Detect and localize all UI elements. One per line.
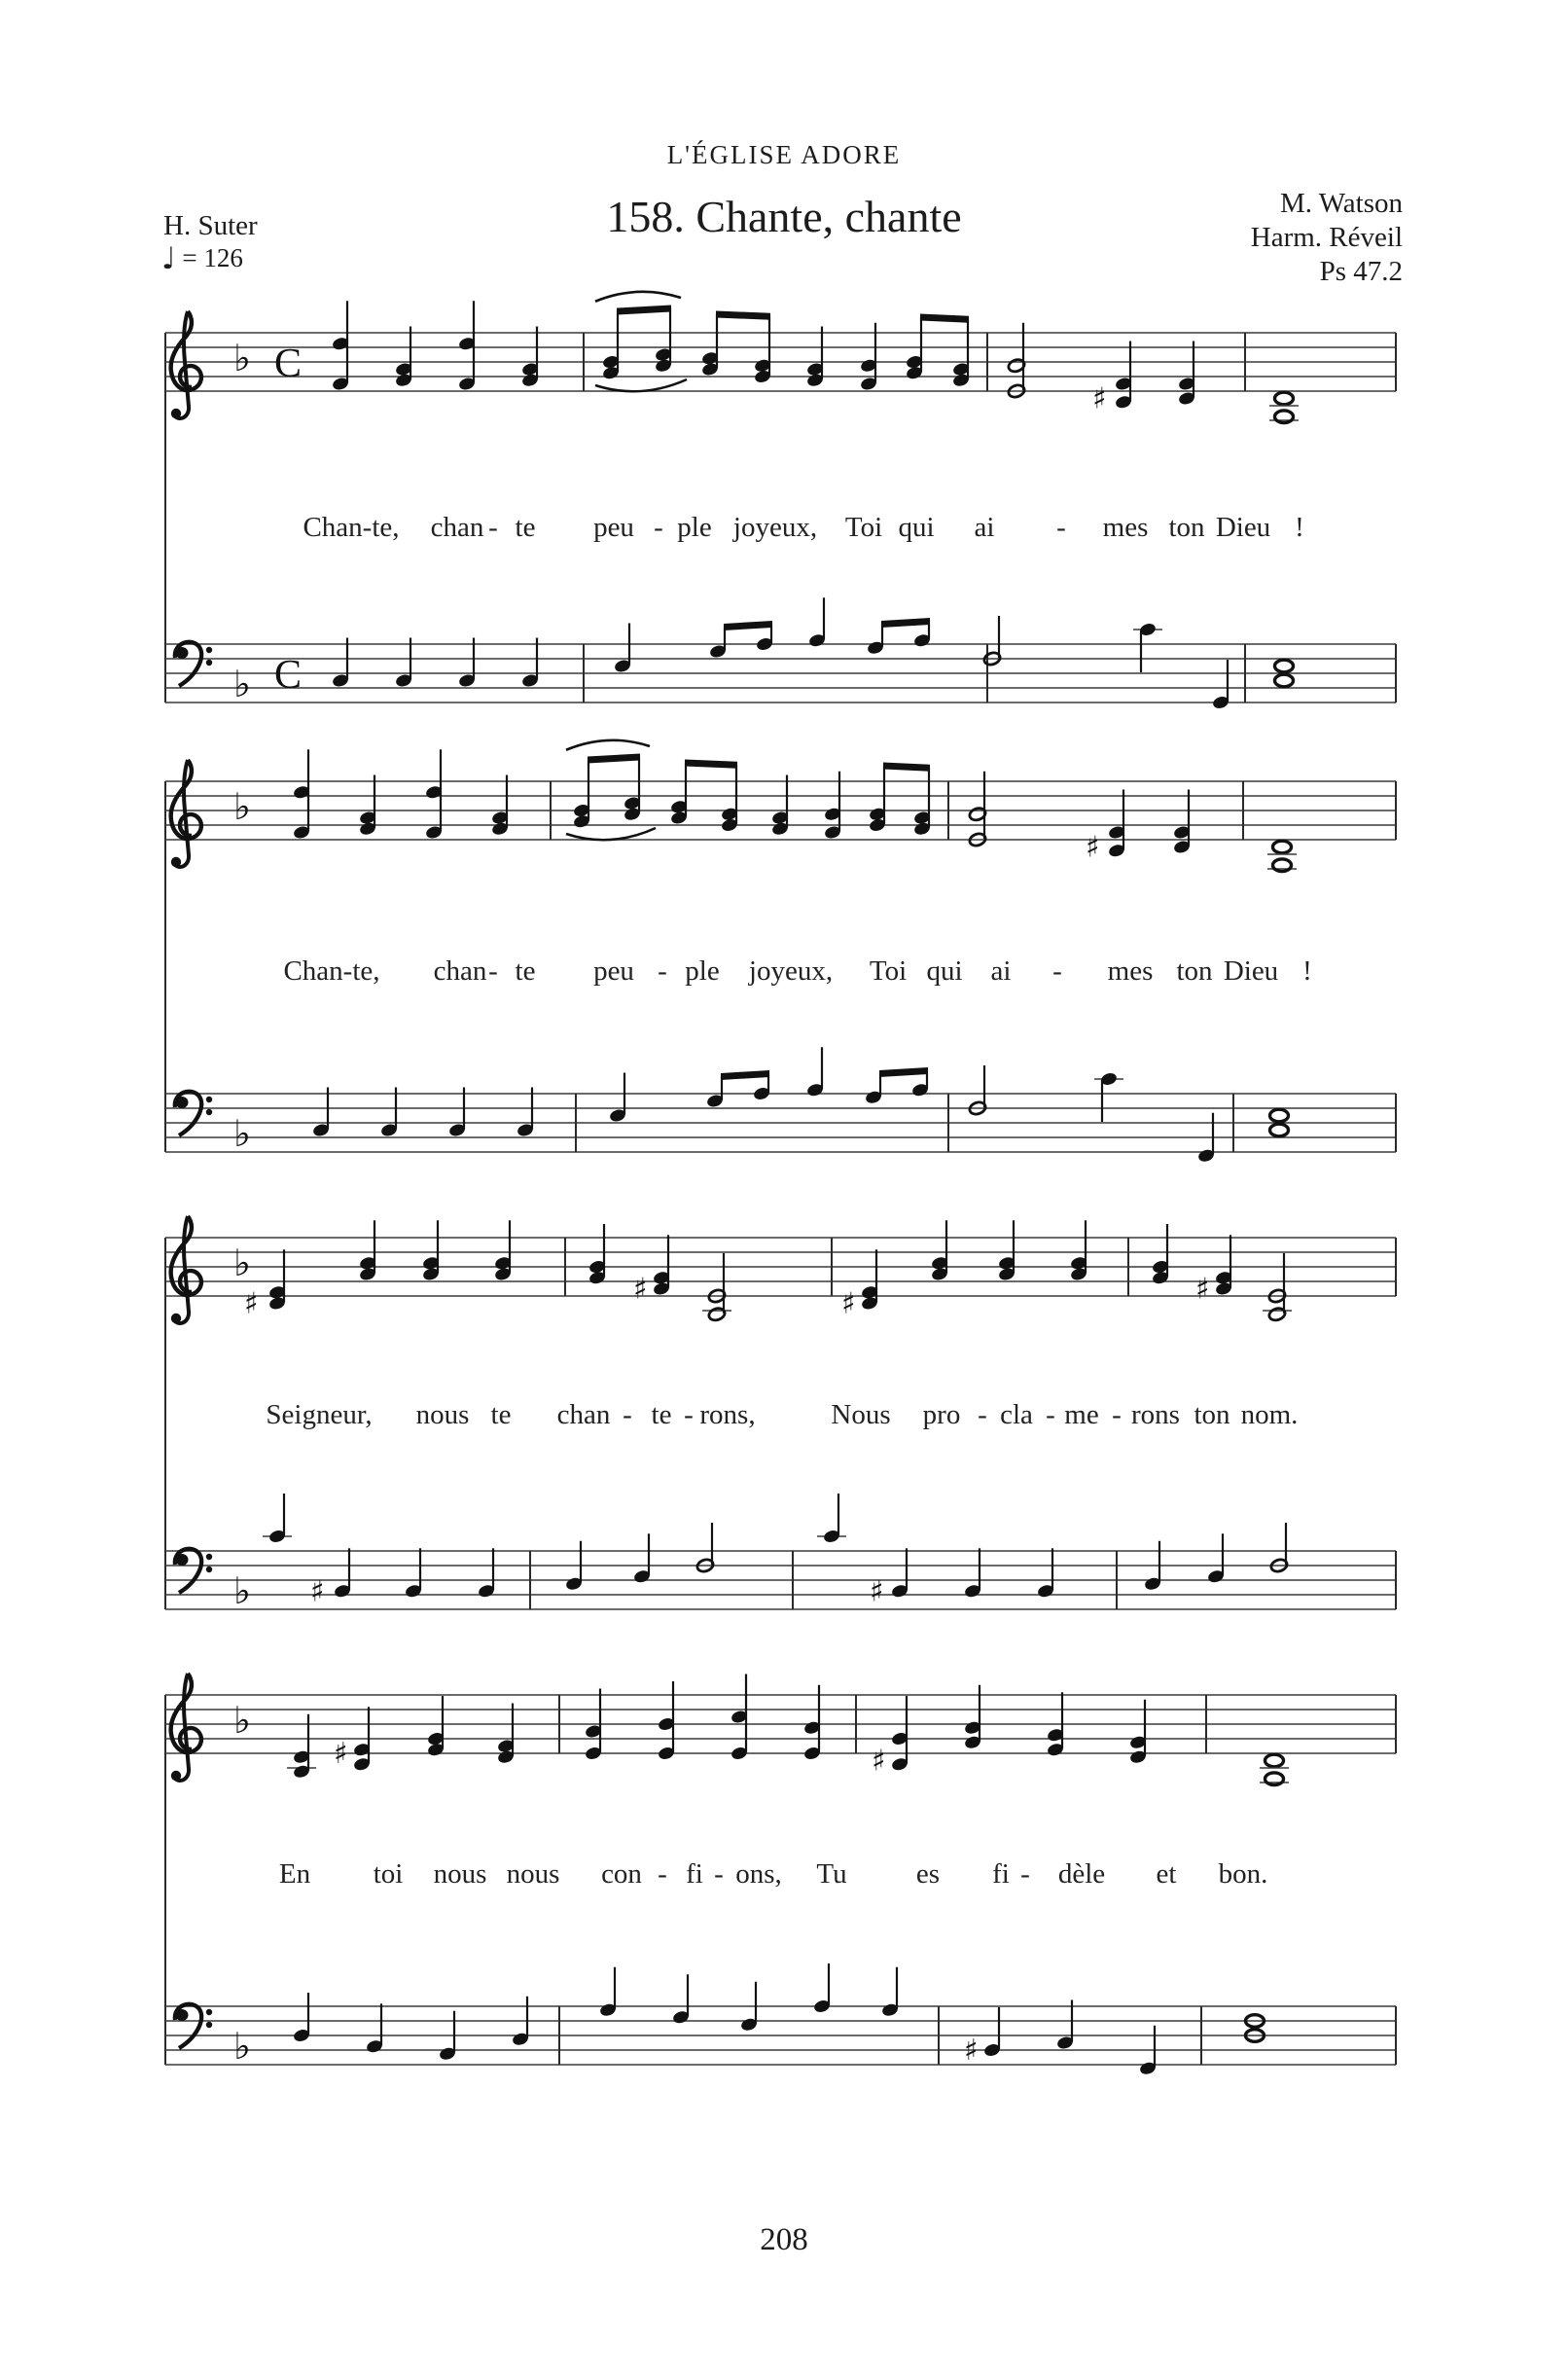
sharp-accidental: ♯ <box>1086 830 1100 865</box>
lyric-syllable: chan <box>433 955 487 987</box>
staff-bass <box>165 1963 1396 2076</box>
staff-bass <box>165 1494 1396 1612</box>
lyric-syllable: te <box>651 1399 672 1430</box>
lyric-syllable: mes <box>1102 512 1149 543</box>
lyric-syllable: - <box>488 512 498 543</box>
lyric-syllable: te <box>490 1399 512 1430</box>
slur <box>566 828 656 840</box>
lyric-syllable: es <box>915 1858 941 1890</box>
staff-bass <box>165 597 1396 710</box>
lyric-syllable: Dieu <box>1223 955 1279 987</box>
lyric-syllable: ! <box>1302 955 1312 987</box>
flat-key-signature: ♭ <box>233 2025 251 2068</box>
lyric-syllable: toi <box>373 1858 404 1890</box>
quarter-note-icon: ♩ <box>161 241 176 276</box>
lyric-syllable: - <box>658 1858 667 1890</box>
lyric-syllable: ai <box>990 955 1012 987</box>
beam <box>879 1067 928 1077</box>
flat-key-signature: ♭ <box>233 337 251 379</box>
lyric-syllable: peu <box>593 512 634 543</box>
slur <box>566 740 650 750</box>
lyric-syllable: me <box>1064 1399 1099 1430</box>
staff-treble <box>165 1674 1396 1785</box>
lyric-syllable: ! <box>1295 512 1304 543</box>
lyric-syllable: - <box>684 1399 694 1430</box>
flat-key-signature: ♭ <box>233 1112 251 1155</box>
lyric-syllable: te <box>515 512 536 543</box>
lyric-syllable: Dieu <box>1215 512 1271 543</box>
sharp-accidental: ♯ <box>870 1574 884 1609</box>
beam <box>588 754 640 764</box>
lyric-syllable: En <box>278 1858 311 1890</box>
whole-note <box>1270 1109 1289 1122</box>
lyric-syllable: fi <box>992 1858 1010 1890</box>
beam <box>685 760 737 769</box>
lyric-syllable: fi <box>686 1858 703 1890</box>
lyric-syllable: Chan-te, <box>283 955 380 987</box>
lyric-syllable: cla <box>1000 1399 1033 1430</box>
sharp-accidental: ♯ <box>964 2034 979 2068</box>
lyric-syllable: - <box>1020 1858 1030 1890</box>
slur <box>595 292 681 302</box>
slur <box>595 379 687 391</box>
lyric-syllable: peu <box>593 955 634 987</box>
lyric-syllable: ton <box>1194 1399 1230 1430</box>
lyric-syllable: joyeux, <box>748 955 834 987</box>
beam <box>716 311 770 320</box>
lyric-syllable: chan <box>556 1399 611 1430</box>
lyric-syllable: - <box>658 955 667 987</box>
lyric-syllable: nom. <box>1240 1399 1299 1430</box>
credit-psalm-reference: Ps 47.2 <box>1319 256 1403 287</box>
sharp-accidental: ♯ <box>1092 381 1107 416</box>
lyric-syllable: rons, <box>699 1399 756 1430</box>
beam <box>721 1070 769 1080</box>
lyric-syllable: ple <box>677 512 712 543</box>
lyric-syllable: et <box>1156 1858 1177 1890</box>
beam <box>617 306 671 315</box>
time-signature: C <box>274 653 303 698</box>
lyric-syllable: mes <box>1107 955 1154 987</box>
sharp-accidental: ♯ <box>310 1574 325 1609</box>
lyric-syllable: - <box>1052 955 1062 987</box>
lyric-syllable: Tu <box>816 1858 847 1890</box>
lyric-syllable: ai <box>974 512 995 543</box>
composer-credit: H. Suter <box>163 210 258 241</box>
beam <box>920 314 969 323</box>
lyric-syllable: - <box>654 512 663 543</box>
credit-harmonization: Harm. Réveil <box>1250 222 1403 253</box>
staff-treble <box>165 740 1396 872</box>
sharp-accidental: ♯ <box>334 1737 348 1771</box>
lyric-syllable: - <box>1056 512 1066 543</box>
lyric-syllable: ton <box>1168 512 1205 543</box>
beam <box>881 618 930 628</box>
flat-key-signature: ♭ <box>233 1699 251 1742</box>
lyric-syllable: bon. <box>1218 1858 1268 1890</box>
lyric-syllable: ons, <box>735 1858 782 1890</box>
lyric-syllable: nous <box>415 1399 470 1430</box>
flat-key-signature: ♭ <box>233 1569 251 1612</box>
whole-note <box>1270 1124 1289 1136</box>
lyric-syllable: Chan-te, <box>303 512 400 543</box>
lyric-syllable: te <box>515 955 536 987</box>
lyric-syllable: - <box>488 955 498 987</box>
staff-bass <box>165 1047 1396 1163</box>
lyric-syllable: - <box>978 1399 987 1430</box>
flat-key-signature: ♭ <box>233 785 251 828</box>
lyric-syllable: ton <box>1176 955 1213 987</box>
beam <box>883 763 930 772</box>
lyric-syllable: dèle <box>1057 1858 1106 1890</box>
whole-note <box>1275 674 1294 687</box>
sharp-accidental: ♯ <box>633 1272 648 1307</box>
lyric-syllable: - <box>623 1399 632 1430</box>
hymn-title: 158. Chante, chante <box>606 192 962 241</box>
lyric-syllable: - <box>1046 1399 1055 1430</box>
sharp-accidental: ♯ <box>841 1286 856 1321</box>
flat-key-signature: ♭ <box>233 1242 251 1284</box>
lyric-syllable: ple <box>685 955 720 987</box>
lyric-syllable: nous <box>433 1858 487 1890</box>
whole-note <box>1275 392 1294 405</box>
time-signature: C <box>274 342 303 386</box>
whole-note <box>1265 1754 1284 1767</box>
sharp-accidental: ♯ <box>244 1286 259 1321</box>
lyric-syllable: Seigneur, <box>266 1399 373 1430</box>
credit-author: M. Watson <box>1279 188 1403 219</box>
staff-treble <box>165 292 1396 423</box>
lyric-syllable: qui <box>926 955 963 987</box>
page-number: 208 <box>760 2222 808 2257</box>
sharp-accidental: ♯ <box>872 1744 886 1779</box>
lyric-syllable: rons <box>1131 1399 1180 1430</box>
lyric-syllable: Nous <box>831 1399 891 1430</box>
lyric-syllable: nous <box>506 1858 560 1890</box>
lyric-syllable: Toi <box>844 512 883 543</box>
sharp-accidental: ♯ <box>1195 1272 1210 1307</box>
flat-key-signature: ♭ <box>233 663 251 705</box>
tempo-value: = 126 <box>175 243 243 272</box>
beam <box>724 621 772 630</box>
lyric-syllable: qui <box>898 512 935 543</box>
section-header: L'ÉGLISE ADORE <box>666 140 902 169</box>
lyric-syllable: - <box>1112 1399 1122 1430</box>
lyric-syllable: - <box>714 1858 724 1890</box>
whole-note <box>1273 841 1292 853</box>
lyric-syllable: Toi <box>869 955 908 987</box>
staff-treble <box>165 1216 1396 1323</box>
whole-note <box>1275 660 1294 672</box>
lyric-syllable: pro <box>922 1399 961 1430</box>
lyric-syllable: joyeux, <box>732 512 818 543</box>
lyric-syllable: chan <box>430 512 484 543</box>
lyric-syllable: con <box>601 1858 642 1890</box>
